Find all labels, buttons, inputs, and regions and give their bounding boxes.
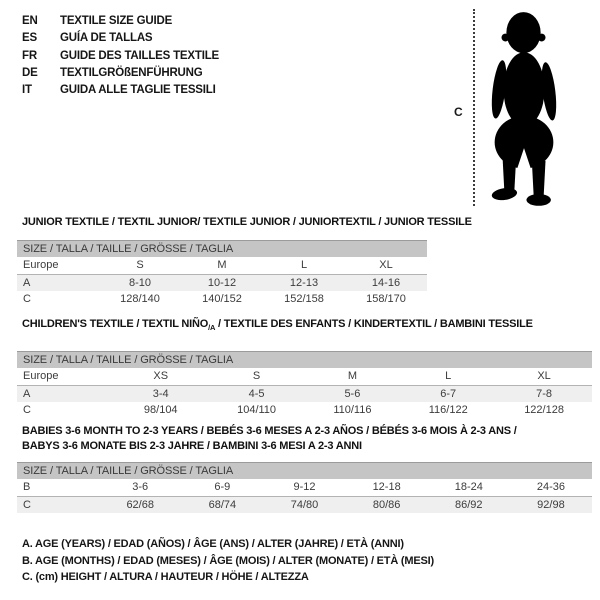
age-cell: 18-24 [428,479,510,496]
childrens-table-title [22,318,533,332]
row-label: A [17,274,99,291]
row-label: C [23,293,31,306]
table-row-age [17,385,592,402]
height-cell: 86/92 [428,496,510,513]
title-part: CHILDREN'S TEXTILE / TEXTIL NIÑO [22,318,209,330]
footnote-age-months: B. AGE (MONTHS) / EDAD (MESES) / ÂGE (MOIS) / ALTER (MONATE) / ETÀ (MESI) [22,554,434,567]
height-cell: 80/86 [346,496,428,513]
size-cell: XS [113,368,209,385]
title-line-2: BABYS 3-6 MONATE BIS 2-3 JAHRE / BAMBINI 3-6 MESI A 2-3 ANNI [22,440,362,452]
age-cell: 10-12 [181,274,263,291]
size-header-bar: SIZE / TALLA / TAILLE / GRÖSSE / TAGLIA [17,352,592,369]
language-code: FR [22,49,37,62]
age-cell: 3-6 [99,479,181,496]
title-subscript: /A [208,323,216,333]
baby-silhouette-icon [479,7,569,207]
language-code: DE [22,66,38,79]
language-code: EN [22,15,38,27]
height-measure-label: C [454,105,463,119]
height-cell: 92/98 [510,496,592,513]
size-cell: M [304,368,400,385]
junior-size-table [17,240,427,308]
size-header-bar: SIZE / TALLA / TAILLE / GRÖSSE / TAGLIA [17,241,427,258]
table-row-height [17,402,592,419]
height-cell: 98/104 [143,404,178,417]
height-figure [0,0,600,215]
age-cell: 6-9 [181,479,263,496]
junior-table-title: JUNIOR TEXTILE / TEXTIL JUNIOR/ TEXTILE JUNIOR / JUNIORTEXTIL / JUNIOR TESSILE [22,216,472,228]
age-cell: 6-7 [400,385,496,402]
age-cell: 5-6 [304,385,400,402]
size-cell: XL [345,257,427,274]
guide-title: TEXTILE SIZE GUIDE [60,15,173,27]
age-cell: 24-36 [510,479,592,496]
height-cell: 110/116 [333,404,372,417]
title-line-1: BABIES 3-6 MONTH TO 2-3 YEARS / BEBÉS 3-6 MESES A 2-3 AÑOS / BÉBÉS 3-6 MOIS À 2-3 ANS / [22,425,517,437]
size-cell: L [400,368,496,385]
height-cell: 62/68 [99,496,181,513]
age-cell: 4-5 [209,385,305,402]
title-part: / TEXTILE DES ENFANTS / KINDERTEXTIL / BAMBINI TESSILE [215,318,533,330]
height-cell: 140/152 [202,293,242,306]
age-cell: 14-16 [345,274,427,291]
row-label: Europe [17,257,99,274]
size-header-bar: SIZE / TALLA / TAILLE / GRÖSSE / TAGLIA [17,463,592,480]
row-label: C [17,496,99,513]
table-row-europe [17,257,427,274]
table-row-age [17,274,427,291]
table-row-age-months [17,479,592,496]
table-row-height [17,291,427,308]
babies-table-title [22,424,517,454]
age-cell: 12-13 [263,274,345,291]
size-cell: S [99,257,181,274]
height-cell: 74/80 [263,496,345,513]
height-cell: 122/128 [524,404,564,417]
row-label: Europe [17,368,113,385]
height-cell: 104/110 [237,404,277,417]
size-cell: XL [496,368,592,385]
height-cell: 128/140 [120,293,160,306]
row-label: B [17,479,99,496]
size-cell: M [181,257,263,274]
age-cell: 7-8 [496,385,592,402]
row-label: C [23,404,31,417]
age-cell: 12-18 [346,479,428,496]
guide-title: GUIDE DES TAILLES TEXTILE [60,49,219,62]
size-cell: L [263,257,345,274]
row-label: A [17,385,113,402]
legend-footnotes [22,536,434,586]
height-measure-dotted-line [473,9,475,206]
language-code: IT [22,84,32,97]
childrens-size-table [17,351,592,419]
height-cell: 152/158 [284,293,324,306]
height-cell: 68/74 [181,496,263,513]
guide-title: GUÍA DE TALLAS [60,32,153,45]
height-cell: 116/122 [428,404,468,417]
table-row-height [17,496,592,513]
footnote-height: C. (cm) HEIGHT / ALTURA / HAUTEUR / HÖHE / ALTEZZA [22,571,309,583]
age-cell: 3-4 [113,385,209,402]
height-cell: 158/170 [366,293,406,306]
guide-title: GUIDA ALLE TAGLIE TESSILI [60,84,216,97]
language-code: ES [22,32,37,45]
age-cell: 9-12 [263,479,345,496]
footnote-age-years: A. AGE (YEARS) / EDAD (AÑOS) / ÂGE (ANS) / ALTER (JAHRE) / ETÀ (ANNI) [22,538,404,550]
age-cell: 8-10 [99,274,181,291]
table-row-europe [17,368,592,385]
size-cell: S [209,368,305,385]
babies-size-table [17,462,592,513]
guide-title: TEXTILGRÖßENFÜHRUNG [60,66,203,79]
